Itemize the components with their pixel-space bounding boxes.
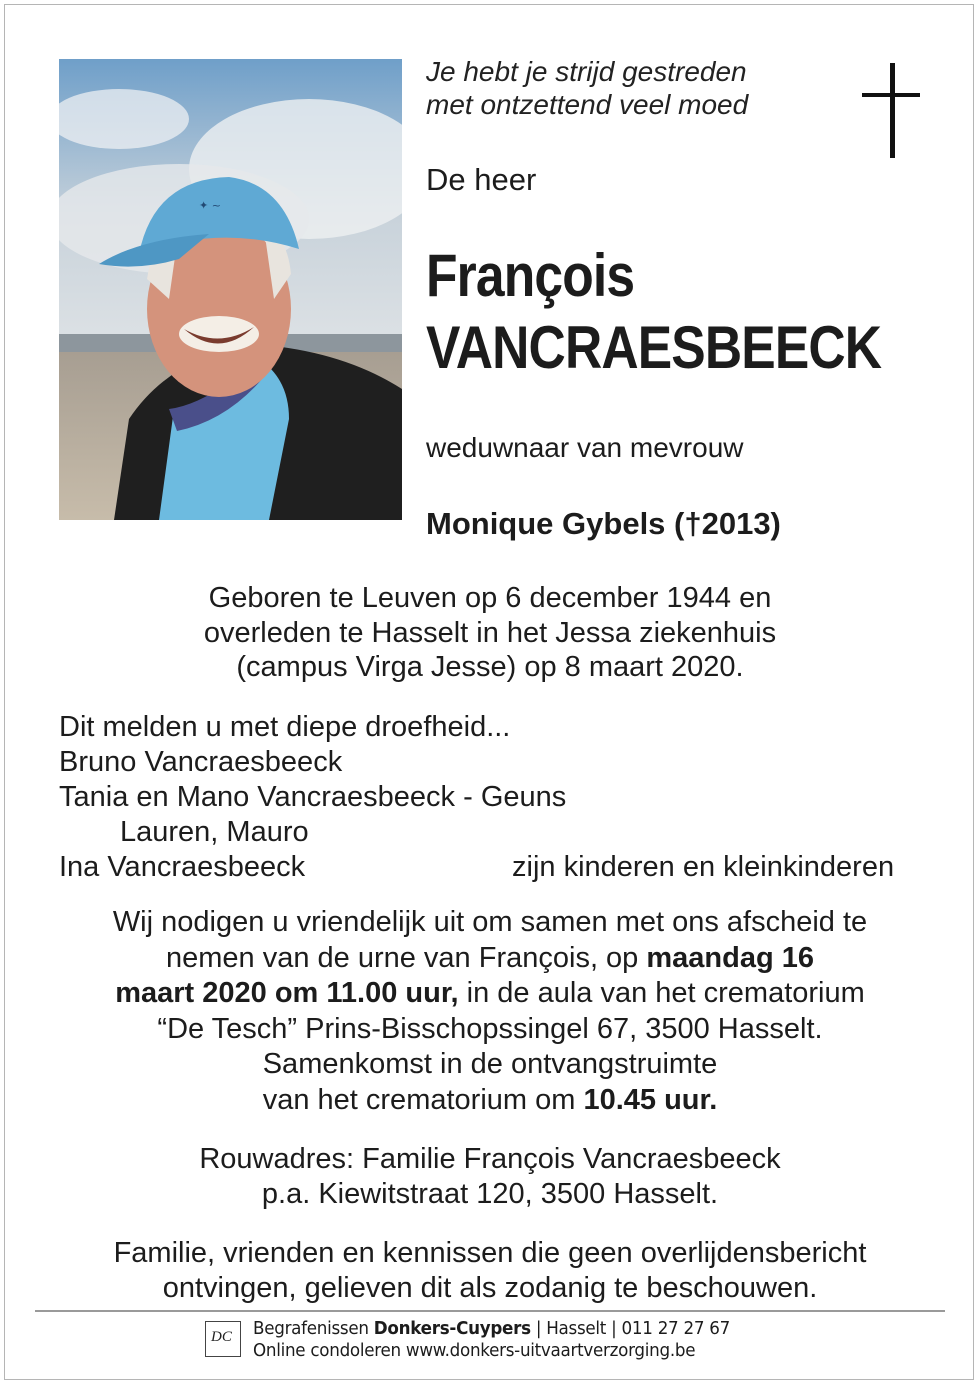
deceased-name [426,240,881,384]
family-last-row [59,850,939,885]
family-member: Bruno Vancraesbeeck [59,746,343,778]
address-line: Rouwadres: Familie François Vancraesbeeck [199,1143,781,1175]
invitation-line: Wij nodigen u vriendelijk uit om samen met ons afscheid te [112,906,868,938]
funeral-home-name: Donkers-Cuypers [373,1318,531,1339]
invitation-line: Samenkomst in de ontvangstruimte [262,1048,718,1080]
footer-text-part: Begrafenissen [253,1318,374,1339]
family-relation: zijn kinderen en kleinkinderen [512,851,895,883]
logo-text: DC [211,1329,232,1345]
grandchildren: Lauren, Mauro [120,816,309,848]
invitation-text-part: in de aula van het crematorium [458,977,865,1009]
family-announcement [59,710,939,885]
footer-text [253,1318,730,1362]
birth-line: (campus Virga Jesse) op 8 maart 2020. [236,651,744,683]
cross-icon [862,63,926,159]
footer-divider [35,1310,945,1312]
invitation-line [0,1083,980,1119]
last-name: VANCRAESBEECK [426,314,882,381]
family-member: Ina Vancraesbeeck [59,851,306,883]
address-line: p.a. Kiewitstraat 120, 3500 Hasselt. [261,1178,719,1210]
footer-contact: | Hasselt | 011 27 27 67 [530,1318,731,1339]
footer-line [253,1318,730,1340]
notice-line: ontvingen, gelieven dit als zodanig te beschouwen. [162,1272,818,1304]
quote-line: met ontzettend veel moed [426,89,749,120]
portrait-image [59,59,402,520]
footer-website-line[interactable]: Online condoleren www.donkers-uitvaartverzorging.be [253,1340,696,1361]
invitation-text-part: nemen van de urne van François, op [165,941,647,974]
invitation-date: maandag 16 [646,941,815,974]
invitation-line [0,941,980,977]
salutation: De heer [426,162,537,197]
birth-line: overleden te Hasselt in het Jessa ziekenhuis [203,616,777,649]
mourning-address [0,1142,980,1212]
spouse-name: Monique Gybels (†2013) [426,506,781,541]
invitation-text-part: van het crematorium om [262,1083,584,1116]
invitation-line: “De Tesch” Prins-Bisschopssingel 67, 3500 Hasselt. [157,1012,823,1045]
notice-text [0,1236,980,1306]
memorial-quote [426,55,846,121]
family-member: Tania en Mano Vancraesbeeck - Geuns [59,781,567,813]
birth-line: Geboren te Leuven op 6 december 1944 en [208,582,772,614]
quote-line: Je hebt je strijd gestreden [426,56,747,87]
first-name: François [426,242,635,309]
gathering-time: 10.45 uur. [583,1083,718,1116]
invitation-datetime: maart 2020 om 11.00 uur, [115,977,459,1009]
birth-death-details [0,581,980,685]
portrait-photo [59,59,402,520]
svg-text:✦ ~: ✦ ~ [199,199,221,212]
widow-line: weduwnaar van mevrouw [426,432,744,463]
family-intro: Dit melden u met diepe droefheid... [59,711,511,743]
invitation-line [0,976,980,1012]
invitation-text [0,905,980,1118]
notice-line: Familie, vrienden en kennissen die geen overlijdensbericht [113,1237,867,1269]
funeral-home-logo [205,1321,241,1357]
